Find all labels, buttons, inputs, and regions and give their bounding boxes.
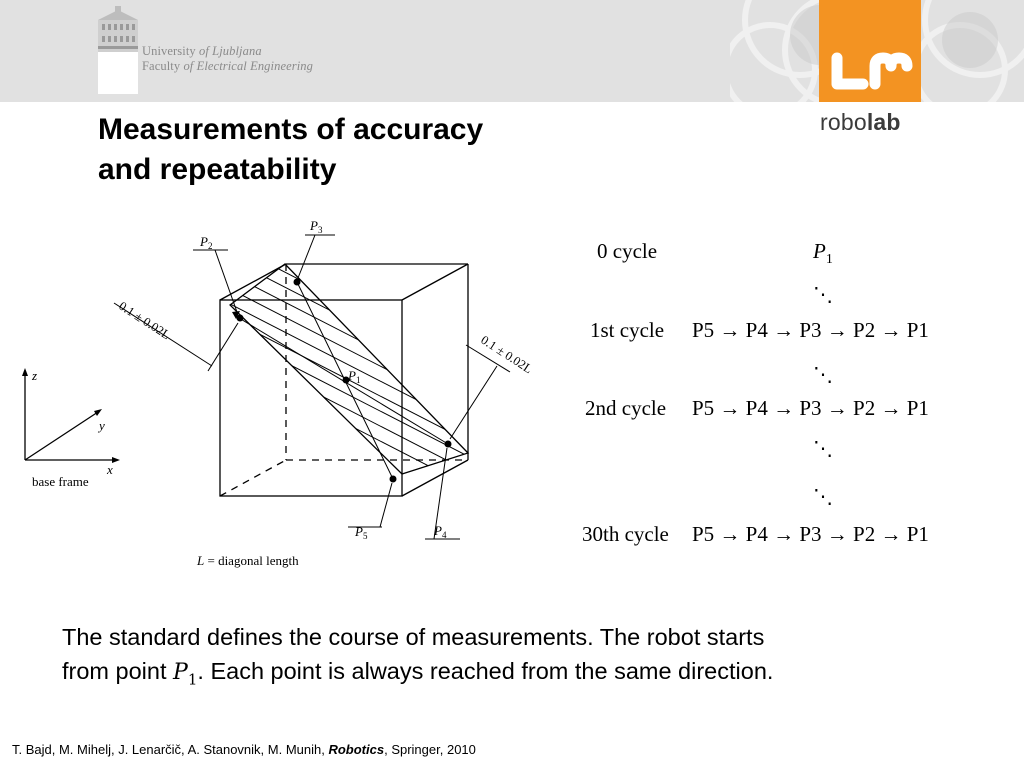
point-p4-marker	[445, 441, 452, 448]
measurement-cycles	[570, 225, 970, 555]
header-band	[0, 0, 1024, 102]
tolerance-left-label: 0.1 ± 0.02L	[116, 298, 173, 343]
measurement-cube-figure	[10, 208, 570, 588]
ellipsis-3: ⋱	[813, 438, 833, 460]
ellipsis-1: ⋱	[813, 284, 833, 306]
point-p1-math: $P_1$	[173, 660, 198, 689]
cycle-label-2: 2nd cycle	[585, 396, 667, 420]
figure-caption: L = diagonal length	[197, 553, 299, 568]
university-building-logo	[96, 6, 140, 94]
tolerance-right-label: 0.1 ± 0.02L	[478, 332, 535, 377]
university-name: University of Ljubljana Faculty of Electrical Engineering	[142, 44, 313, 73]
base-frame-axes	[25, 373, 115, 460]
ellipsis-2: ⋱	[813, 364, 833, 386]
axis-y-label: y	[99, 418, 105, 433]
description-text: The standard defines the course of measurements. The robot starts from point $P_1$. Each point is always reached from the same direction.	[62, 624, 774, 689]
label-p4: $P_4$	[434, 523, 447, 540]
measurement-plane-hatch	[160, 208, 530, 518]
robolab-logo-box	[819, 0, 921, 102]
axis-z-label: z	[32, 368, 38, 383]
label-p5: $P_5$	[355, 524, 368, 541]
axis-x-label: x	[107, 462, 113, 477]
citation-footer: T. Bajd, M. Mihelj, J. Lenarčič, A. Stanovnik, M. Munih, Robotics, Springer, 2010	[12, 742, 476, 757]
cycle-label-3: 30th cycle	[582, 522, 669, 546]
label-p2: $P_2$	[200, 234, 213, 251]
cycle-label-0: 0 cycle	[597, 239, 658, 263]
cycle-sequence-3: P5 → P4 → P3 → P2 → P1	[692, 522, 929, 546]
label-p1: $P_1$	[348, 368, 361, 385]
robolab-wordmark: robolab	[820, 109, 901, 135]
slide-title: Measurements of accuracy and repeatability	[98, 113, 484, 186]
lr-logo-icon	[819, 0, 921, 102]
cycle-label-1: 1st cycle	[590, 318, 665, 342]
point-p5-marker	[390, 476, 397, 483]
cycle-sequence-0: $P_1$	[813, 239, 833, 267]
point-p3-marker	[294, 279, 301, 286]
base-frame-label: base frame	[32, 474, 89, 489]
label-p3: $P_3$	[310, 218, 323, 235]
cycle-sequence-2: P5 → P4 → P3 → P2 → P1	[692, 396, 929, 420]
ellipsis-4: ⋱	[813, 486, 833, 508]
cycle-sequence-1: P5 → P4 → P3 → P2 → P1	[692, 318, 929, 342]
